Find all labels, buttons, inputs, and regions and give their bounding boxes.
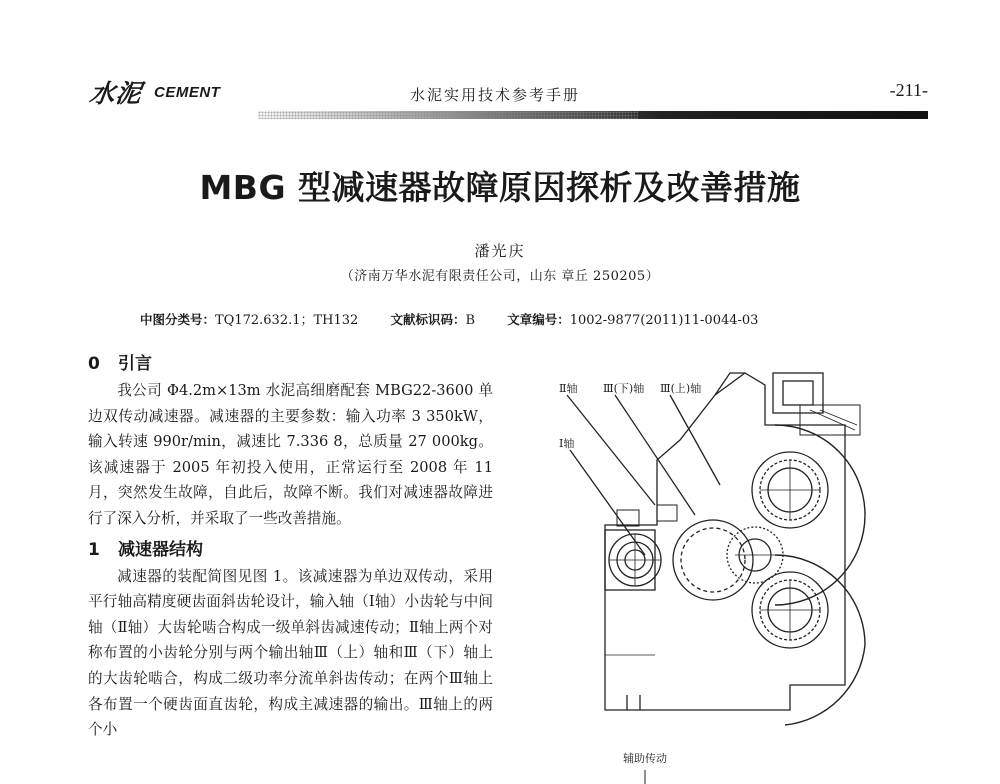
page-number: -211- <box>889 80 928 100</box>
author: 潘光庆 <box>474 242 526 260</box>
section-paragraph: 我公司 Φ4.2m×13m 水泥高细磨配套 MBG22-3600 单边双传动减速器。减速器的主要参数：输入功率 3 350kW，输入转速 990r/min，减速比 7.336 8，总质量 27 000kg。该减速器于 2005 年初投入使用，正常运行至 2008 年 11 月，突然发生故障，自此后，故障不断。我们对减速器故障进行了深入分析，并采取了一些改善措施。 <box>88 382 493 527</box>
section-title: 引言 <box>118 354 152 374</box>
section-number: 1 <box>88 539 100 560</box>
logo-cement: CEMENT <box>154 83 221 101</box>
classification-value: TQ172.632.1；TH132 <box>215 313 359 328</box>
section-heading <box>88 536 493 564</box>
aux-drive-label: 辅助传动 <box>623 752 667 765</box>
section-number: 0 <box>88 354 100 374</box>
shaft3-upper-label: Ⅲ(上)轴 <box>660 382 702 395</box>
logo-script: 水泥 <box>87 79 144 108</box>
section-paragraph: 减速器的装配简图见图 1。该减速器为单边双传动，采用平行轴高精度硬齿面斜齿轮设计，输入轴（Ⅰ轴）小齿轮与中间轴（Ⅱ轴）大齿轮啮合构成一级单斜齿减速传动；Ⅱ轴上两个对称布置的小齿轮分别与两个输出轴Ⅲ（上）轴和Ⅲ（下）轴上的大齿轮啮合，构成二级功率分流单斜齿传动；在两个Ⅲ轴上各布置一个硬齿面直齿轮，构成主减速器的输出。Ⅲ轴上的两个小 <box>88 567 493 739</box>
section-heading <box>88 350 493 378</box>
article-title: MBG 型减速器故障原因探析及改善措施 <box>199 168 801 207</box>
shaft3-lower-label: Ⅲ(下)轴 <box>603 382 645 395</box>
doc-code <box>390 310 475 328</box>
shaft1-label: Ⅰ轴 <box>559 437 575 450</box>
doc-code-label: 文献标识码： <box>390 312 466 327</box>
article-number-label: 文章编号： <box>507 312 570 327</box>
article-number <box>507 310 758 328</box>
shaft2-label: Ⅱ轴 <box>559 382 578 395</box>
journal-logo <box>87 74 221 110</box>
body-column <box>88 350 493 743</box>
classification-label: 中图分类号： <box>140 312 216 327</box>
affiliation: （济南万华水泥有限责任公司，山东 章丘 250205） <box>340 269 660 284</box>
classification <box>140 309 358 328</box>
gearbox-figure <box>545 365 890 784</box>
journal-section: 水泥实用技术参考手册 <box>410 86 581 104</box>
meta-line <box>140 309 786 328</box>
article-number-value: 1002-9877(2011)11-0044-03 <box>569 313 759 328</box>
section-title: 减速器结构 <box>118 539 203 560</box>
gearbox-drawing <box>545 365 890 784</box>
header-rule-texture <box>258 111 638 119</box>
doc-code-value: B <box>465 313 476 328</box>
